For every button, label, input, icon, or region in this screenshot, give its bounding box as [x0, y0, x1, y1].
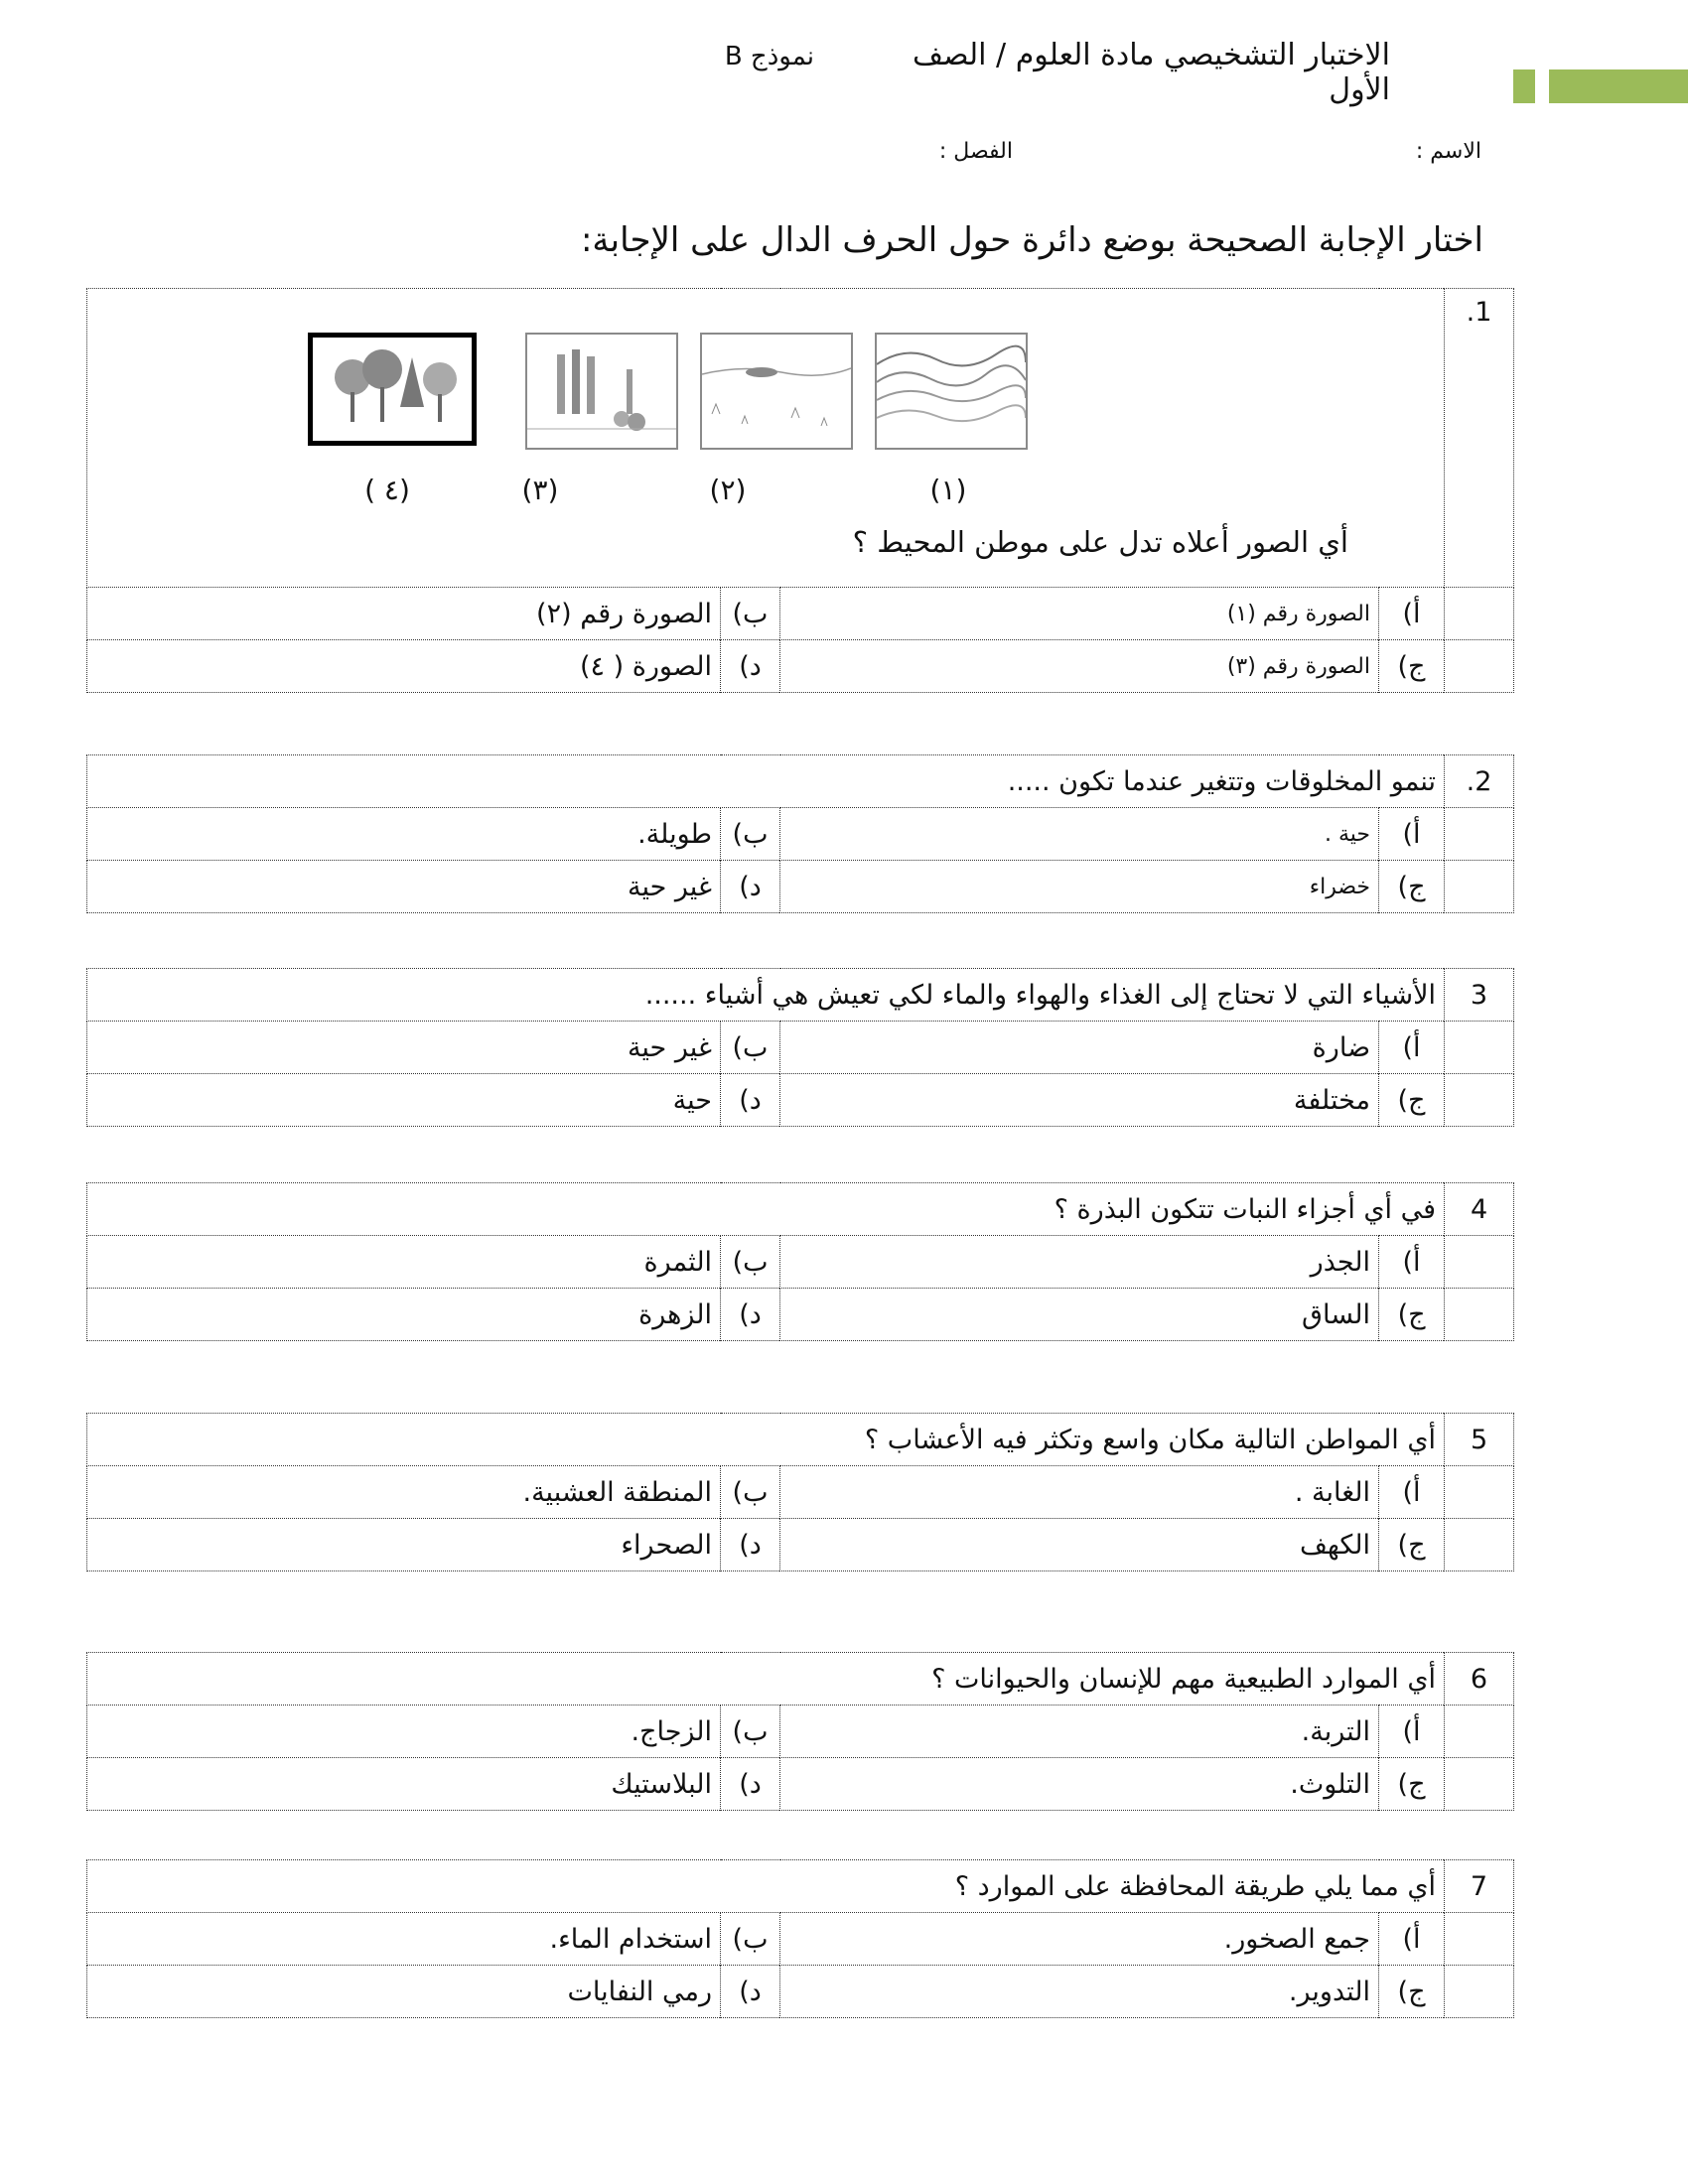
- exam-title: الاختبار التشخيصي مادة العلوم / الصف الأول: [912, 38, 1390, 107]
- option-text-b: طويلة.: [87, 808, 721, 861]
- picture-label-3: (٣): [521, 474, 559, 506]
- option-text-c: الكهف: [780, 1519, 1379, 1571]
- question-number: 3: [1445, 969, 1514, 1022]
- option-text-a: التربة.: [780, 1706, 1379, 1758]
- name-label: الاسم :: [1415, 139, 1481, 164]
- accent-bar-small: [1513, 69, 1535, 103]
- option-text-d: حية: [87, 1074, 721, 1127]
- option-letter-b[interactable]: ب): [721, 1706, 780, 1758]
- option-letter-b[interactable]: ب): [721, 1913, 780, 1966]
- option-text-d: الزهرة: [87, 1289, 721, 1341]
- option-letter-a[interactable]: أ): [1379, 588, 1445, 640]
- option-letter-c[interactable]: ج): [1379, 1519, 1445, 1571]
- picture-label-2: (٢): [709, 474, 747, 506]
- question-1-image-area: [87, 289, 1445, 588]
- option-letter-d[interactable]: د): [721, 1289, 780, 1341]
- option-letter-d[interactable]: د): [721, 1758, 780, 1811]
- option-text-d: رمي النفايات: [87, 1966, 721, 2018]
- option-letter-c[interactable]: ج): [1379, 640, 1445, 693]
- ocean-picture[interactable]: [875, 333, 1028, 450]
- question-number: 2.: [1445, 755, 1514, 808]
- option-text-b: غير حية: [87, 1022, 721, 1074]
- question-number: 7: [1445, 1860, 1514, 1913]
- option-letter-c[interactable]: ج): [1379, 1758, 1445, 1811]
- question-4: [86, 1182, 1514, 1341]
- picture-label-4: ( ٤): [364, 474, 410, 506]
- option-text-d: الصورة ( ٤): [87, 640, 721, 693]
- option-text-d: البلاستيك: [87, 1758, 721, 1811]
- option-letter-b[interactable]: ب): [721, 1022, 780, 1074]
- option-text-a: الجذر: [780, 1236, 1379, 1289]
- option-letter-d[interactable]: د): [721, 1074, 780, 1127]
- option-text-c: التدوير.: [780, 1966, 1379, 2018]
- question-text: تنمو المخلوقات وتتغير عندما تكون .....: [87, 755, 1445, 808]
- question-text: في أي أجزاء النبات تتكون البذرة ؟: [87, 1183, 1445, 1236]
- option-text-b: استخدام الماء.: [87, 1913, 721, 1966]
- option-text-a: الصورة رقم (١): [780, 588, 1379, 640]
- option-text-a: حية .: [780, 808, 1379, 861]
- question-text: الأشياء التي لا تحتاج إلى الغذاء والهواء والماء لكي تعيش هي أشياء ......: [87, 969, 1445, 1022]
- option-letter-a[interactable]: أ): [1379, 1022, 1445, 1074]
- option-text-a: الغابة .: [780, 1466, 1379, 1519]
- option-letter-a[interactable]: أ): [1379, 1466, 1445, 1519]
- option-text-d: الصحراء: [87, 1519, 721, 1571]
- option-text-c: خضراء: [780, 861, 1379, 913]
- option-letter-d[interactable]: د): [721, 1519, 780, 1571]
- option-text-d: غير حية: [87, 861, 721, 913]
- question-text: أي الموارد الطبيعية مهم للإنسان والحيوانات ؟: [87, 1653, 1445, 1706]
- instruction-text: اختار الإجابة الصحيحة بوضع دائرة حول الحرف الدال على الإجابة:: [580, 220, 1483, 260]
- question-number: 4: [1445, 1183, 1514, 1236]
- option-letter-d[interactable]: د): [721, 861, 780, 913]
- option-letter-d[interactable]: د): [721, 640, 780, 693]
- option-letter-b[interactable]: ب): [721, 808, 780, 861]
- option-letter-a[interactable]: أ): [1379, 808, 1445, 861]
- question-text: أي الصور أعلاه تدل على موطن المحيط ؟: [852, 525, 1348, 559]
- accent-bar: [1549, 69, 1688, 103]
- grassland-picture[interactable]: [700, 333, 853, 450]
- option-letter-a[interactable]: أ): [1379, 1913, 1445, 1966]
- option-letter-c[interactable]: ج): [1379, 1289, 1445, 1341]
- option-text-b: الثمرة: [87, 1236, 721, 1289]
- option-text-a: جمع الصخور.: [780, 1913, 1379, 1966]
- option-text-a: ضارة: [780, 1022, 1379, 1074]
- forest-picture[interactable]: [308, 333, 477, 446]
- option-letter-a[interactable]: أ): [1379, 1706, 1445, 1758]
- option-letter-a[interactable]: أ): [1379, 1236, 1445, 1289]
- question-1: [86, 288, 1514, 693]
- option-text-c: الصورة رقم (٣): [780, 640, 1379, 693]
- question-number: 1.: [1445, 289, 1514, 588]
- option-letter-b[interactable]: ب): [721, 588, 780, 640]
- desert-picture[interactable]: [525, 333, 678, 450]
- model-label: نموذج B: [724, 42, 814, 71]
- question-number: 6: [1445, 1653, 1514, 1706]
- option-letter-b[interactable]: ب): [721, 1466, 780, 1519]
- option-letter-c[interactable]: ج): [1379, 1966, 1445, 2018]
- option-letter-c[interactable]: ج): [1379, 1074, 1445, 1127]
- question-number: 5: [1445, 1414, 1514, 1466]
- question-6: [86, 1652, 1514, 1811]
- option-letter-d[interactable]: د): [721, 1966, 780, 2018]
- option-text-c: التلوث.: [780, 1758, 1379, 1811]
- question-3: [86, 968, 1514, 1127]
- question-7: [86, 1859, 1514, 2018]
- class-label: الفصل :: [938, 139, 1013, 164]
- option-letter-c[interactable]: ج): [1379, 861, 1445, 913]
- option-text-b: المنطقة العشبية.: [87, 1466, 721, 1519]
- option-text-b: الزجاج.: [87, 1706, 721, 1758]
- option-text-b: الصورة رقم (٢): [87, 588, 721, 640]
- question-5: [86, 1413, 1514, 1571]
- option-text-c: مختلفة: [780, 1074, 1379, 1127]
- question-text: أي مما يلي طريقة المحافظة على الموارد ؟: [87, 1860, 1445, 1913]
- option-letter-b[interactable]: ب): [721, 1236, 780, 1289]
- question-text: أي المواطن التالية مكان واسع وتكثر فيه الأعشاب ؟: [87, 1414, 1445, 1466]
- picture-label-1: (١): [929, 474, 967, 506]
- question-2: [86, 754, 1514, 913]
- option-text-c: الساق: [780, 1289, 1379, 1341]
